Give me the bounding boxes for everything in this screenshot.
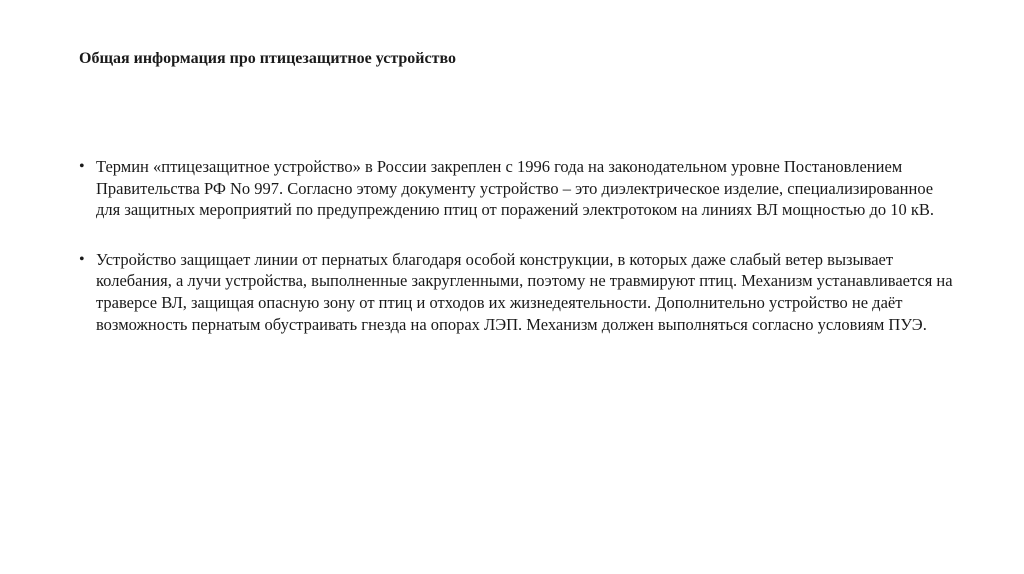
bullet-text: Устройство защищает линии от пернатых благодаря особой конструкции, в которых даже слабый ветер вызывает колебания, а лучи устройства, выполненные закругленными, поэтому не травмируют птиц. Механизм устанавливается на траверсе ВЛ, защищая опасную зону от птиц и отходов их жизнедеятельности. Дополнительно устройство не даёт возможность пернатым обустраивать гнезда на опорах ЛЭП. Механизм должен выполняться согласно условиям ПУЭ.: [96, 249, 953, 334]
bullet-list: [79, 156, 959, 363]
bullet-dot-icon: •: [79, 250, 85, 268]
bullet-text: Термин «птицезащитное устройство» в России закреплен с 1996 года на законодательном уровне Постановлением Правительства РФ No 997. Согласно этому документу устройство – это диэлектрическое изделие, специализированное для защитных мероприятий по предупреждению птиц от поражений электротоком на линиях ВЛ мощностью до 10 кВ.: [96, 157, 934, 220]
bullet-dot-icon: •: [79, 158, 85, 175]
slide-title: Общая информация про птицезащитное устройство: [79, 50, 456, 67]
bullet-item-protection: [79, 249, 959, 335]
bullet-item-term: [79, 156, 959, 221]
